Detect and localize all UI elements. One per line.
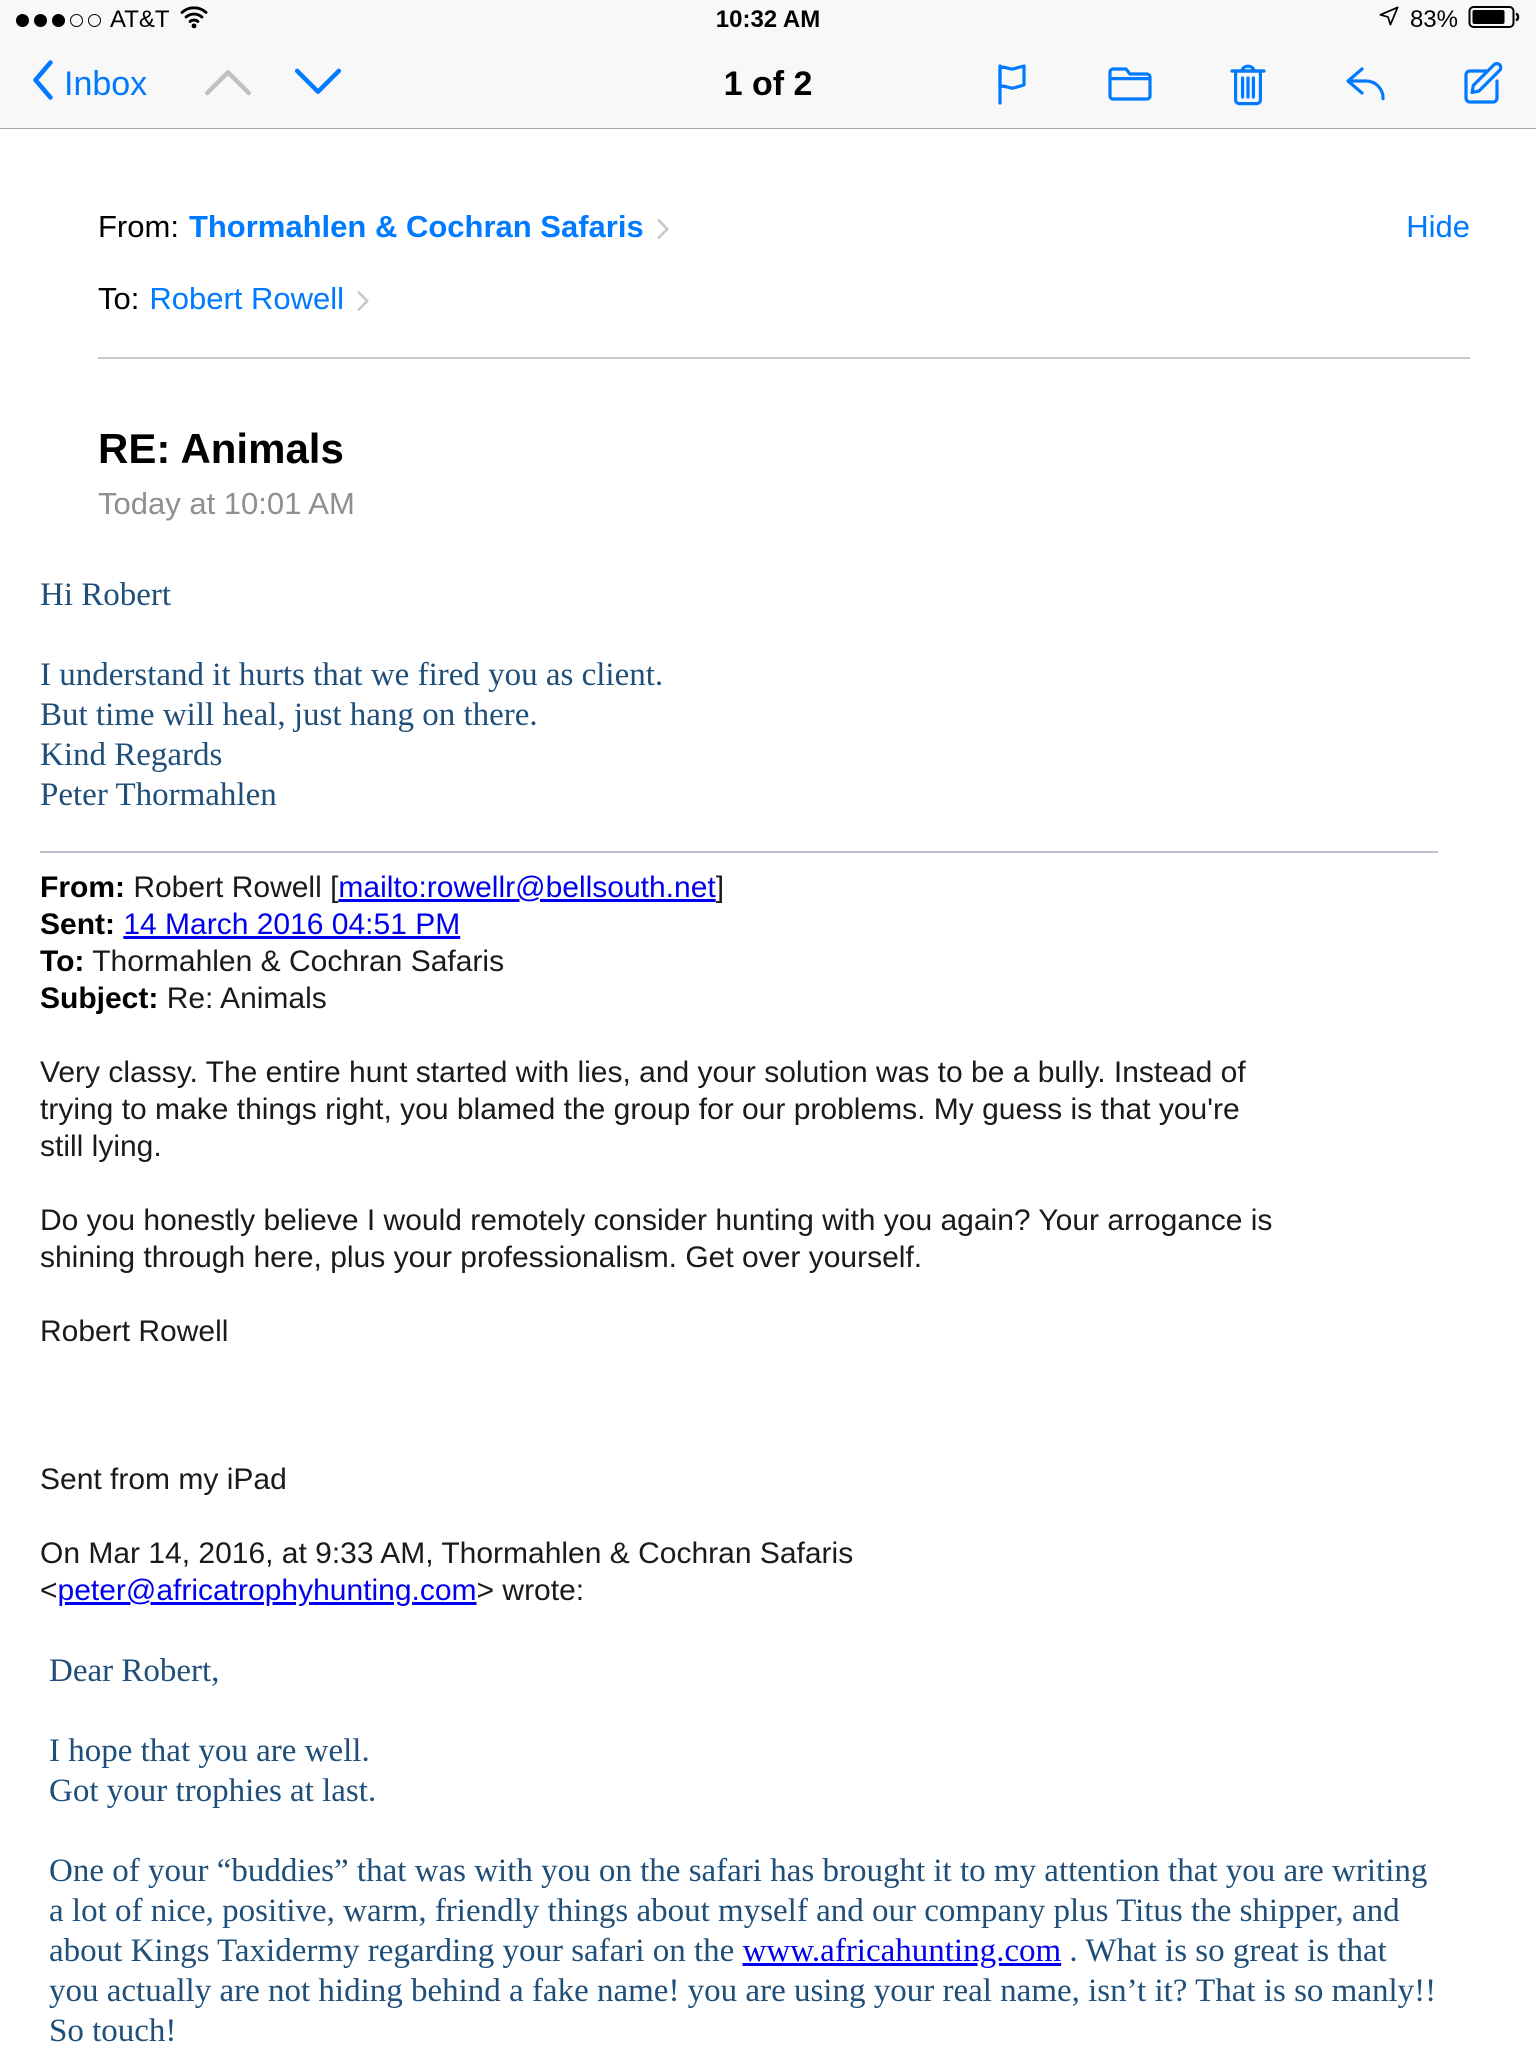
- toolbar-actions: [988, 60, 1508, 108]
- africahunting-link[interactable]: www.africahunting.com: [742, 1933, 1062, 1969]
- message-line: Kind Regards: [40, 737, 223, 773]
- message-nav: [203, 66, 343, 103]
- top-message-block: [40, 575, 1438, 815]
- original-line: I hope that you are well.: [49, 1733, 370, 1769]
- sent-date-link[interactable]: 14 March 2016 04:51 PM: [123, 908, 461, 941]
- original-paragraph: [49, 1851, 1438, 2051]
- battery-percent-label: 83%: [1409, 6, 1458, 33]
- message-position-label: 1 of 2: [723, 64, 813, 103]
- status-bar: [0, 0, 1536, 40]
- message-line: But time will heal, just hang on there.: [40, 697, 538, 733]
- quoted-sent-line: [40, 906, 1438, 943]
- sent-from-ipad-line: Sent from my iPad: [40, 1463, 287, 1496]
- status-time: 10:32 AM: [715, 6, 821, 33]
- toolbar-left: [28, 60, 343, 109]
- header-divider: [98, 357, 1470, 359]
- subject-title: RE: Animals: [98, 425, 344, 472]
- message-line: Peter Thormahlen: [40, 777, 277, 813]
- disclosure-chevron-icon: [350, 286, 376, 312]
- hide-button[interactable]: Hide: [1406, 209, 1470, 244]
- mailto-link[interactable]: mailto:rowellr@bellsouth.net: [338, 871, 716, 904]
- reply-text-line: Do you honestly believe I would remotely consider hunting with you again? Your arrogance is: [40, 1204, 1273, 1237]
- reply-text-line: Very classy. The entire hunt started with lies, and your solution was to be a bully. Instead of: [40, 1056, 1246, 1089]
- quoted-subject-label: Subject:: [40, 982, 159, 1015]
- chevron-up-icon[interactable]: [203, 66, 253, 103]
- quoted-from-line: [40, 869, 1438, 906]
- folder-icon[interactable]: [1106, 60, 1154, 108]
- quoted-to-line: [40, 943, 1438, 980]
- from-contact[interactable]: Thormahlen & Cochran Safaris: [188, 209, 644, 244]
- email-body: [0, 523, 1536, 2051]
- compose-icon[interactable]: [1460, 60, 1508, 108]
- quoted-message-divider: [40, 851, 1438, 853]
- quoted-subject-line: [40, 980, 1438, 1017]
- quoted-header-block: [40, 869, 1438, 1017]
- flag-icon[interactable]: [988, 60, 1036, 108]
- received-date: Today at 10:01 AM: [98, 486, 355, 521]
- to-label: To:: [98, 281, 140, 316]
- quoted-subject-text: Re: Animals: [158, 982, 327, 1015]
- quoted-from-text: Robert Rowell [: [125, 871, 339, 904]
- back-label: Inbox: [64, 64, 148, 103]
- on-wrote-text: On Mar 14, 2016, at 9:33 AM, Thormahlen & Cochran Safaris: [40, 1537, 854, 1570]
- to-row: [98, 281, 1470, 317]
- quoted-from-label: From:: [40, 871, 125, 904]
- carrier-label: AT&T: [110, 6, 170, 33]
- message-line: I understand it hurts that we fired you as client.: [40, 657, 664, 693]
- on-wrote-line: [40, 1535, 1438, 1609]
- original-message-block: [40, 1651, 1438, 2051]
- original-paragraph-text: One of your “buddies” that was with you on the safari has brought it to my attention that you are writing a lot of nice, positive, warm, friendly things about myself and our company plus Titus the shipper, and about Kings Taxidermy regarding your safari on the: [49, 1853, 1428, 1969]
- reply-paragraph-2: [40, 1202, 1438, 1276]
- reply-paragraph-1: [40, 1054, 1438, 1165]
- reply-icon[interactable]: [1342, 60, 1390, 108]
- trash-icon[interactable]: [1224, 60, 1272, 108]
- chevron-down-icon[interactable]: [293, 66, 343, 103]
- quoted-to-label: To:: [40, 945, 85, 978]
- original-paragraph-text: . What is so great is that you actually are not hiding behind a fake name! you are using your real name, isn’t it? That is so manly!! So touch!: [49, 1933, 1437, 2049]
- top-chrome: [0, 0, 1536, 129]
- to-contact[interactable]: Robert Rowell: [149, 281, 345, 316]
- quoted-from-close: ]: [715, 871, 725, 904]
- quoted-to-text: Thormahlen & Cochran Safaris: [84, 945, 505, 978]
- reply-text-line: shining through here, plus your professionalism. Get over yourself.: [40, 1241, 923, 1274]
- reply-text-line: still lying.: [40, 1130, 162, 1163]
- original-salutation: Dear Robert,: [49, 1653, 220, 1689]
- sender-email-link[interactable]: peter@africatrophyhunting.com: [57, 1574, 477, 1607]
- from-row: [98, 209, 1470, 245]
- quoted-sent-label: Sent:: [40, 908, 115, 941]
- mail-toolbar: [0, 40, 1536, 129]
- back-to-inbox-button[interactable]: [28, 60, 147, 109]
- email-header: [0, 129, 1536, 523]
- original-line: Got your trophies at last.: [49, 1773, 377, 1809]
- from-label: From:: [98, 209, 179, 244]
- disclosure-chevron-icon: [650, 214, 676, 240]
- reply-signature: Robert Rowell: [40, 1315, 229, 1348]
- reply-text-line: trying to make things right, you blamed the group for our problems. My guess is that you're: [40, 1093, 1240, 1126]
- back-chevron-icon: [28, 60, 58, 109]
- on-wrote-suffix: > wrote:: [476, 1574, 585, 1607]
- message-greeting: Hi Robert: [40, 577, 172, 613]
- on-wrote-bracket: <: [40, 1574, 58, 1607]
